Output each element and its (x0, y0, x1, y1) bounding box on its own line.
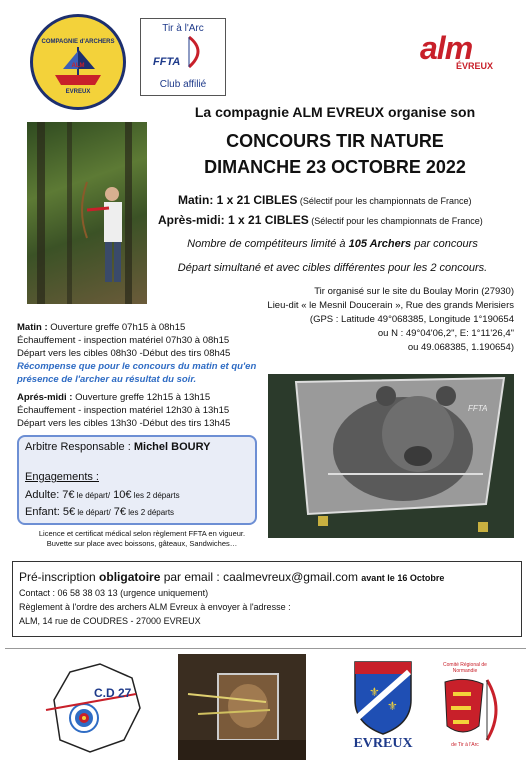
ffta-bottom-text: Club affilié (159, 79, 207, 90)
morning-schedule-1: Ouverture greffe 07h15 à 08h15 (47, 322, 186, 333)
event-date: DIMANCHE 23 OCTOBRE 2022 (204, 157, 466, 177)
afternoon-schedule-title: Aprés-midi : (17, 392, 73, 403)
afternoon-schedule-2: Échauffement - inspection matériel 12h30 à 13h15 (17, 405, 230, 416)
limit-post: par concours (411, 238, 478, 250)
site-line-5: ou 49.068385, 1.190654) (407, 342, 514, 353)
morning-session-note: (Sélectif pour les championnats de France) (297, 196, 472, 206)
archer-forest-photo (27, 122, 147, 304)
cd27-text: C.D 27 (94, 686, 132, 700)
arrow-target-illustration (178, 654, 306, 760)
archer-illustration (27, 122, 147, 304)
normandie-shield-icon (435, 676, 511, 746)
club-logo (30, 14, 126, 110)
evreux-crest (347, 658, 419, 756)
child-fee (25, 506, 174, 518)
ffta-mid-text: FFTA (153, 56, 181, 68)
adult-fee-double-label: les 2 départs (131, 491, 180, 500)
arbitre-label: Arbitre Responsable : (25, 441, 134, 453)
alm-logo-text: alm (420, 30, 473, 66)
footer-divider (5, 648, 526, 649)
site-line-2: Lieu-dit « le Mesnil Doucerain », Rue des grands Merisiers (267, 300, 514, 311)
evreux-shield-icon (347, 658, 419, 736)
morning-schedule-2: Échauffement - inspection matériel 07h30 à 08h15 (17, 335, 230, 346)
svg-text:⚜: ⚜ (369, 685, 380, 699)
morning-session (178, 193, 471, 207)
site-line-4: ou N : 49°04'06,2", E: 1°11'26,4" (377, 328, 514, 339)
bear-target-illustration (268, 374, 514, 538)
morning-schedule-title: Matin : (17, 322, 48, 333)
evreux-text: EVREUX (353, 736, 413, 751)
site-line-3: (GPS : Latitude 49°068385, Longitude 1°190654 (309, 314, 514, 325)
club-logo-mid-text: ALM (71, 63, 85, 69)
preinscription-mandatory: obligatoire (99, 570, 161, 584)
departure-note: Départ simultané et avec cibles différentes pour les 2 concours. (177, 262, 488, 274)
cd27-logo (40, 660, 148, 756)
event-title: CONCOURS TIR NATURE (226, 131, 444, 151)
afternoon-session (158, 213, 483, 227)
afternoon-session-label: Après-midi: 1 x 21 CIBLES (158, 213, 309, 227)
adult-fee (25, 489, 180, 501)
normandie-committee-logo (435, 662, 511, 752)
preinscription-line (19, 570, 444, 584)
licence-line-2: Buvette sur place avec boissons, gâteaux, Sandwiches… (46, 539, 238, 548)
contact-phone: Contact : 06 58 38 03 13 (urgence uniquement) (19, 588, 209, 598)
afternoon-session-note: (Sélectif pour les championnats de France) (308, 216, 483, 226)
payment-note: Règlement à l'ordre des archers ALM Evreux à envoyer à l'adresse : (19, 602, 291, 612)
bear-target-photo (268, 374, 514, 538)
arrow-target-photo (178, 654, 306, 760)
organise-line: La compagnie ALM EVREUX organise son (194, 104, 476, 120)
preinscription-label: Pré-inscription (19, 570, 100, 584)
club-logo-bottom-text: EVREUX (65, 89, 91, 95)
adult-fee-single-label: le départ/ (74, 491, 111, 500)
licence-note (17, 529, 267, 549)
afternoon-schedule-3: Départ vers les cibles 13h30 -Début des tirs 13h45 (17, 418, 231, 429)
registration-box (12, 561, 522, 637)
limit-count: 105 Archers (348, 238, 412, 250)
limit-pre: Nombre de compétiteurs limité à (187, 238, 349, 250)
eure-map-icon (40, 660, 148, 756)
postal-address: ALM, 14 rue de COUDRES - 27000 EVREUX (19, 616, 201, 626)
schedule-block (17, 321, 277, 430)
child-fee-double-label: les 2 départs (126, 508, 175, 517)
ffta-logo (140, 18, 226, 96)
morning-session-label: Matin: 1 x 21 CIBLES (178, 193, 298, 207)
child-fee-single-label: le départ/ (75, 508, 111, 517)
adult-fee-double: 10€ (110, 489, 132, 501)
child-fee-single: Enfant: 5€ (25, 506, 76, 518)
photo-ffta-mark: FFTA (468, 404, 488, 413)
ffta-top-text: Tir à l'Arc (162, 23, 204, 34)
site-line-1: Tir organisé sur le site du Boulay Morin (27930) (314, 286, 514, 297)
alm-logo-subtext: ÉVREUX (456, 61, 494, 71)
afternoon-schedule-1: Ouverture greffe 12h15 à 13h15 (72, 392, 211, 403)
svg-text:⚜: ⚜ (387, 699, 398, 713)
adult-fee-single: Adulte: 7€ (25, 489, 75, 501)
club-logo-top-text: COMPAGNIE d'ARCHERS (41, 39, 115, 45)
arbitre-name: Michel BOURY (133, 441, 211, 453)
reward-note: Récompense que pour le concours du matin et qu'en présence de l'archer au résultat du soir. (17, 361, 257, 385)
arbitre-line (25, 441, 210, 453)
preinscription-deadline: avant le 16 Octobre (361, 573, 445, 583)
engagements-title: Engagements : (25, 471, 99, 483)
licence-line-1: Licence et certificat médical selon règlement FFTA en vigueur. (38, 529, 246, 538)
normandie-top-text: Comité Régional de Normandie (443, 662, 487, 674)
child-fee-double: 7€ (110, 506, 127, 518)
alm-evreux-logo (412, 30, 512, 74)
preinscription-email[interactable]: par email : caalmevreux@gmail.com (160, 570, 362, 584)
participant-limit (140, 238, 525, 250)
morning-schedule-3: Départ vers les cibles 08h30 -Début des tirs 08h45 (17, 348, 231, 359)
engagement-box (17, 435, 257, 525)
normandie-bottom-text: de Tir à l'Arc (451, 742, 479, 748)
